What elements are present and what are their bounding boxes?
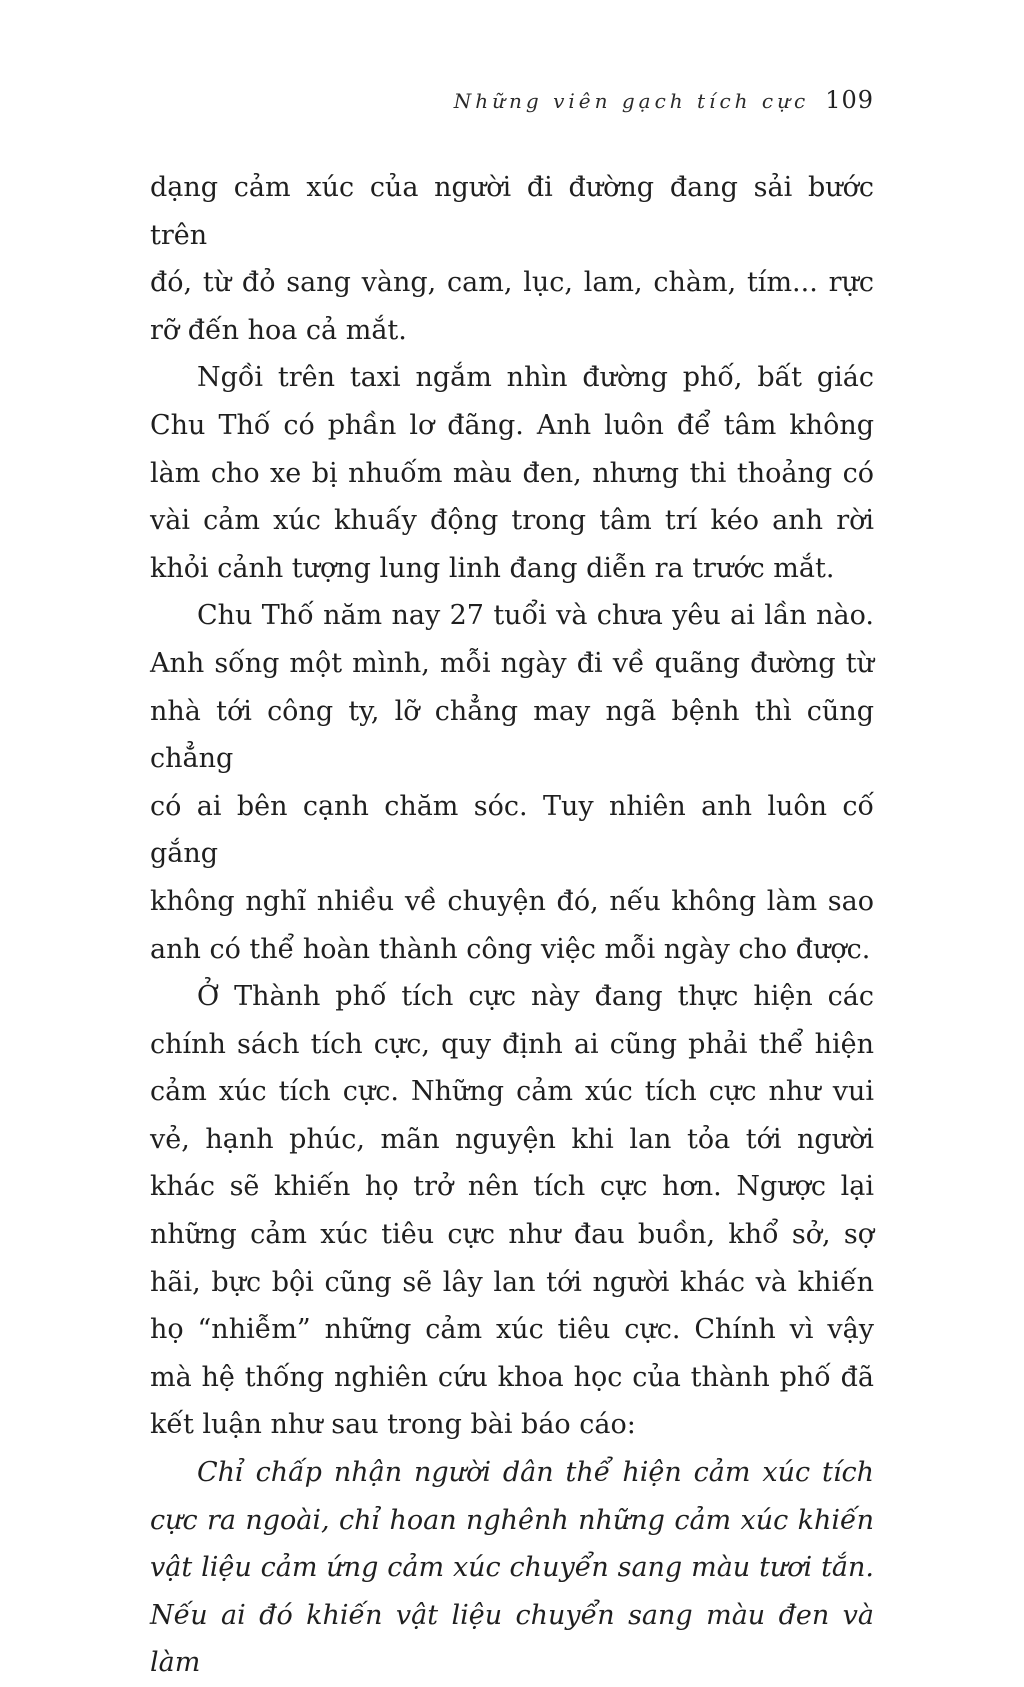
text-line: kết luận như sau trong bài báo cáo: (150, 1409, 636, 1441)
text-line: vài cảm xúc khuấy động trong tâm trí kéo anh rời (150, 505, 874, 537)
paragraph (150, 164, 874, 354)
text-line: Ở Thành phố tích cực này đang thực hiện các (197, 981, 874, 1013)
text-line: dạng cảm xúc của người đi đường đang sải bước trên (150, 172, 874, 251)
text-line: Nếu ai đó khiến vật liệu chuyển sang màu đen và làm (150, 1599, 874, 1679)
page-number: 109 (825, 86, 874, 114)
text-line: không nghĩ nhiều về chuyện đó, nếu không làm sao (150, 885, 874, 917)
paragraph (150, 973, 874, 1449)
text-line: vật liệu cảm ứng cảm xúc chuyển sang màu tươi tắn. (150, 1552, 874, 1584)
running-header-title: Những viên gạch tích cực (453, 89, 810, 113)
text-line: anh có thể hoàn thành công việc mỗi ngày cho được. (150, 933, 871, 965)
running-header (150, 86, 874, 114)
text-line: nhà tới công ty, lỡ chẳng may ngã bệnh thì cũng chẳng (150, 695, 874, 775)
text-line: Ngồi trên taxi ngắm nhìn đường phố, bất giác (197, 362, 874, 394)
text-line: có ai bên cạnh chăm sóc. Tuy nhiên anh luôn cố gắng (150, 790, 874, 870)
text-line: mà hệ thống nghiên cứu khoa học của thành phố đã (150, 1361, 874, 1393)
text-line: họ “nhiễm” những cảm xúc tiêu cực. Chính vì vậy (150, 1314, 874, 1346)
text-line: chính sách tích cực, quy định ai cũng phải thể hiện (150, 1028, 874, 1060)
text-line: Chu Thố năm nay 27 tuổi và chưa yêu ai lần nào. (197, 600, 874, 632)
paragraph (150, 592, 874, 973)
text-line: vẻ, hạnh phúc, mãn nguyện khi lan tỏa tới người (150, 1123, 874, 1155)
paragraph (150, 1449, 874, 1687)
text-line: khỏi cảnh tượng lung linh đang diễn ra trước mắt. (150, 552, 835, 584)
text-line: làm cho xe bị nhuốm màu đen, nhưng thi thoảng có (150, 457, 874, 489)
text-line: Anh sống một mình, mỗi ngày đi về quãng đường từ (150, 647, 874, 679)
text-block (150, 164, 874, 1687)
text-line: Chu Thố có phần lơ đãng. Anh luôn để tâm không (150, 409, 874, 441)
text-line: cảm xúc tích cực. Những cảm xúc tích cực như vui (150, 1076, 874, 1108)
text-line: đó, từ đỏ sang vàng, cam, lục, lam, chàm, tím... rực (150, 267, 874, 299)
text-line: cực ra ngoài, chỉ hoan nghênh những cảm xúc khiến (150, 1504, 874, 1536)
text-line: rỡ đến hoa cả mắt. (150, 314, 407, 346)
text-line: Chỉ chấp nhận người dân thể hiện cảm xúc tích (197, 1457, 874, 1489)
text-line: hãi, bực bội cũng sẽ lây lan tới người khác và khiến (150, 1266, 874, 1298)
text-line: khác sẽ khiến họ trở nên tích cực hơn. Ngược lại (150, 1171, 874, 1203)
text-line: những cảm xúc tiêu cực như đau buồn, khổ sở, sợ (150, 1219, 874, 1251)
paragraph (150, 354, 874, 592)
